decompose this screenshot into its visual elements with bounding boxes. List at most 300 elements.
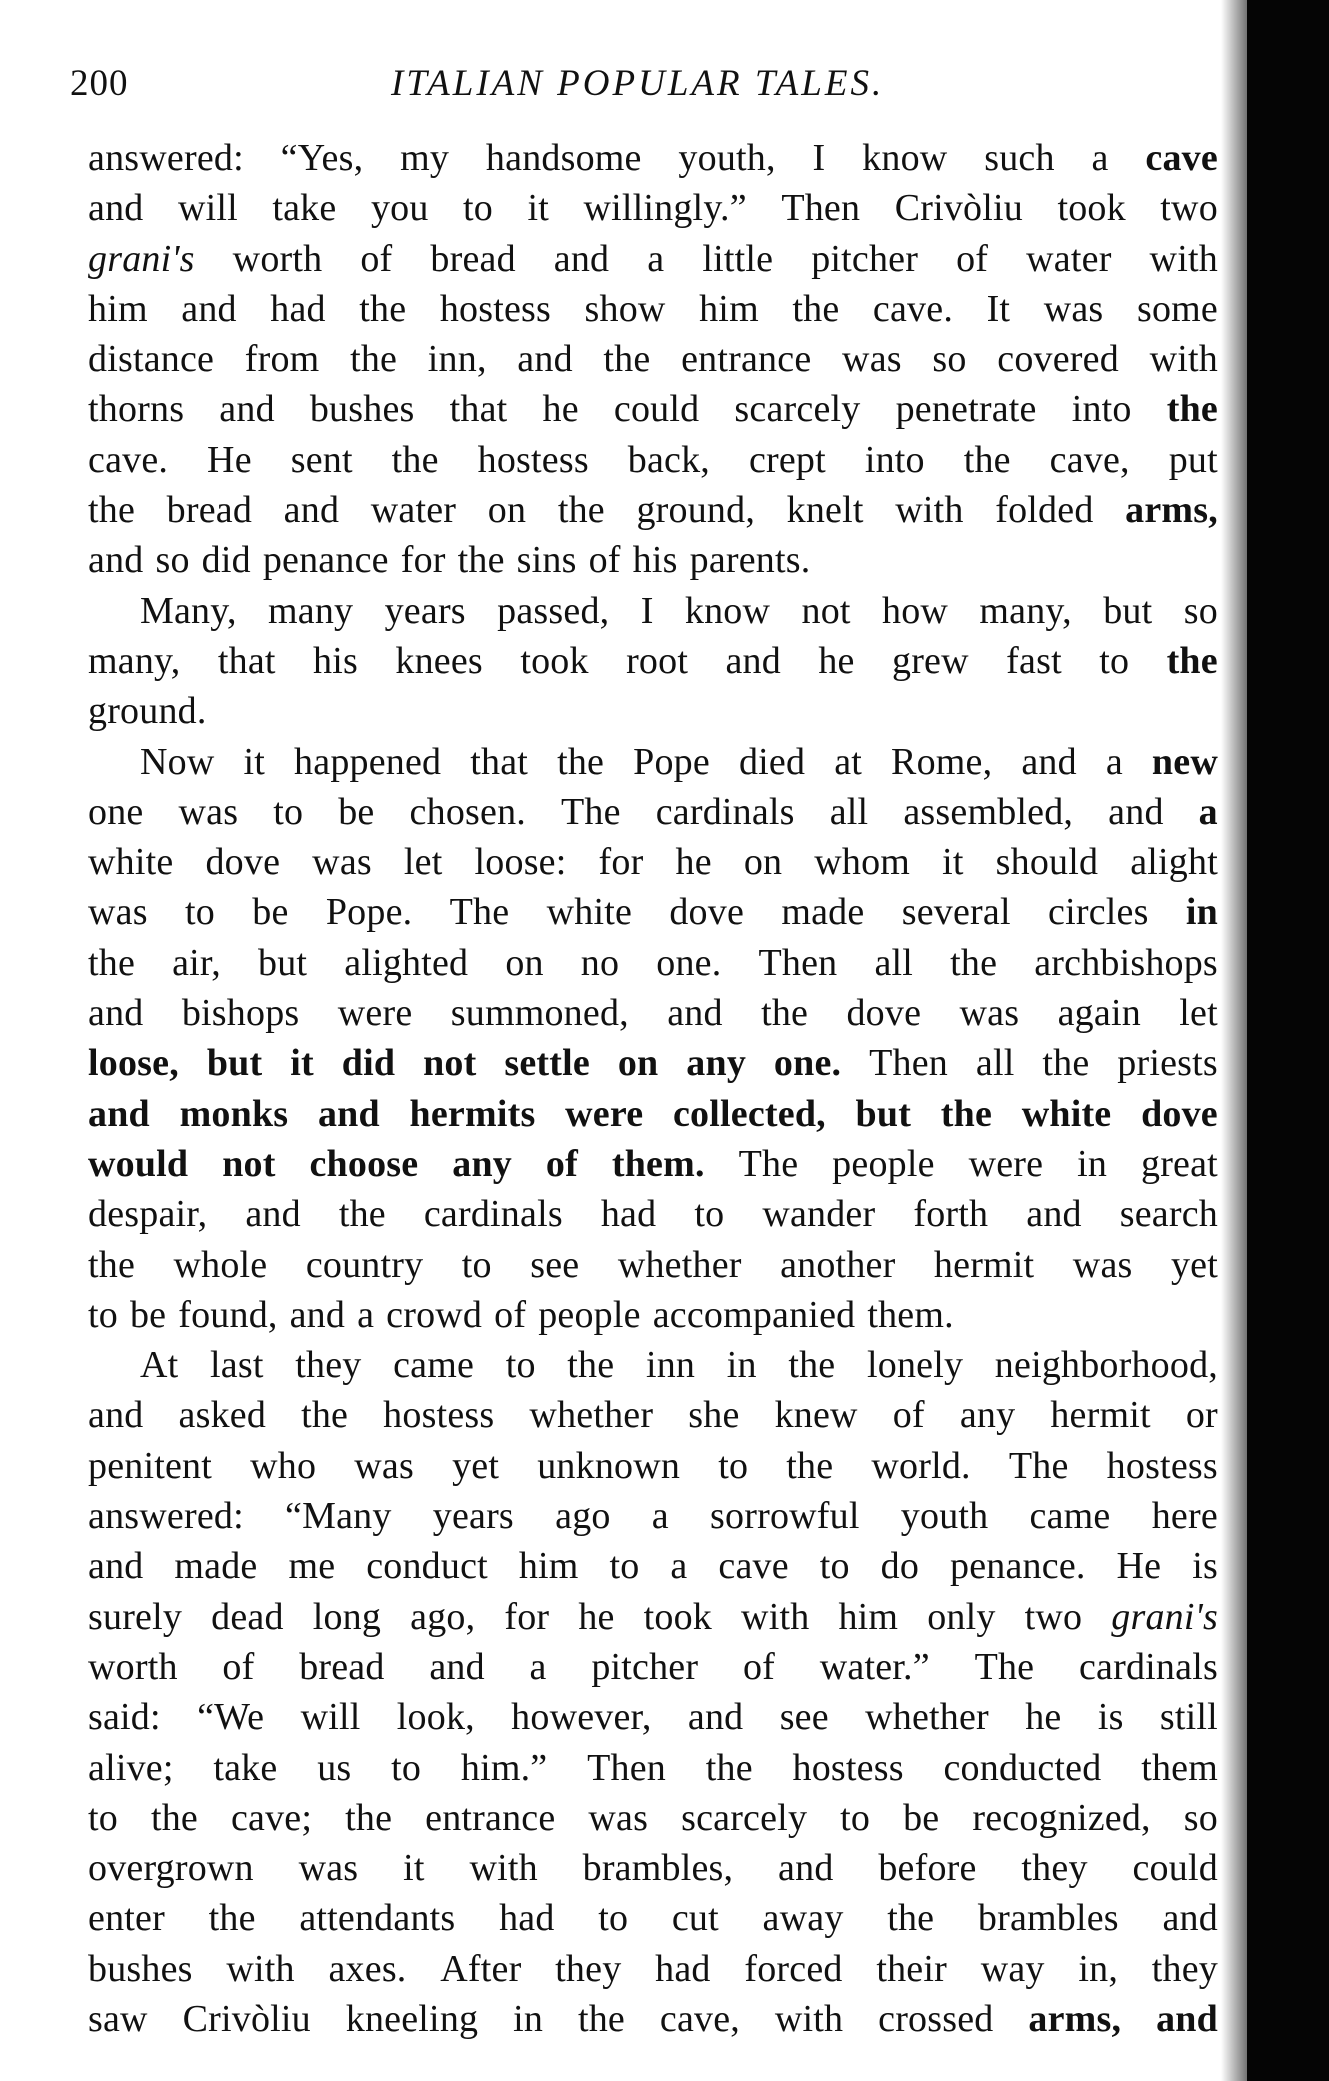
- word: and: [1021, 740, 1077, 783]
- word: on: [505, 941, 544, 984]
- word: found,: [178, 1293, 278, 1336]
- text-line: [88, 988, 1218, 1038]
- text-line: [88, 1793, 1218, 1843]
- word: show: [584, 287, 666, 330]
- word: parents.: [689, 539, 811, 582]
- word: and: [181, 287, 237, 330]
- word: put: [1168, 438, 1218, 481]
- word: another: [780, 1243, 896, 1286]
- word: I: [640, 589, 654, 632]
- word: forth: [913, 1193, 989, 1236]
- word: search: [1119, 1193, 1218, 1236]
- word: him.”: [460, 1746, 548, 1789]
- word: was: [88, 891, 148, 934]
- word: The: [974, 1645, 1035, 1688]
- word: circles: [1048, 891, 1149, 934]
- text-line: [88, 737, 1218, 787]
- word: be: [903, 1796, 940, 1839]
- word: ground.: [88, 690, 207, 733]
- word: “Yes,: [280, 137, 364, 179]
- word: the: [350, 338, 398, 381]
- word: bishops: [181, 992, 300, 1035]
- word: would: [88, 1142, 189, 1185]
- text-line: [88, 334, 1218, 384]
- word: knelt: [786, 489, 864, 532]
- word: years: [432, 1495, 514, 1538]
- text-line: [88, 1340, 1218, 1390]
- word: any: [452, 1142, 512, 1185]
- word: to: [461, 1243, 492, 1286]
- word: again: [1057, 992, 1141, 1035]
- word: whether: [617, 1243, 742, 1286]
- word: for: [504, 1595, 550, 1638]
- word: bread: [430, 237, 516, 280]
- word: in: [513, 1997, 544, 2040]
- word: to: [88, 1293, 118, 1336]
- word: water: [1026, 237, 1112, 280]
- body-text: [88, 133, 1218, 2044]
- word: passed,: [497, 589, 610, 632]
- word: sorrowful: [710, 1495, 860, 1538]
- word: and: [778, 1847, 834, 1890]
- word: sent: [290, 438, 353, 481]
- text-line: [88, 183, 1218, 233]
- word: with: [1149, 338, 1218, 381]
- word: answered:: [88, 1495, 244, 1538]
- word: summoned,: [450, 992, 629, 1035]
- word: that: [449, 388, 508, 431]
- word: the: [1166, 639, 1218, 682]
- word: inn,: [427, 338, 487, 381]
- text-line: [88, 1893, 1218, 1943]
- word: hostess: [383, 1394, 495, 1437]
- text-line: [88, 1592, 1218, 1642]
- word: Then: [869, 1042, 948, 1085]
- word: country: [305, 1243, 424, 1286]
- word: into: [864, 438, 925, 481]
- word: be: [252, 891, 289, 934]
- word: kneeling: [345, 1997, 479, 2040]
- text-line: [88, 284, 1218, 334]
- word: were: [565, 1092, 644, 1135]
- word: penitent: [88, 1444, 213, 1487]
- word: them.: [867, 1293, 954, 1336]
- word: answered:: [88, 137, 244, 179]
- word: of: [588, 539, 621, 582]
- word: cardinals: [423, 1193, 563, 1236]
- word: bread: [166, 489, 253, 532]
- word: he: [1025, 1696, 1062, 1739]
- word: a: [670, 1545, 688, 1588]
- word: recognized,: [972, 1796, 1151, 1839]
- word: had: [270, 287, 326, 330]
- word: cardinals: [1078, 1645, 1218, 1688]
- text-line: [88, 1642, 1218, 1692]
- word: were: [968, 1142, 1044, 1185]
- word: not: [423, 1042, 477, 1085]
- word: be: [129, 1293, 167, 1336]
- word: arms,: [1028, 1997, 1122, 2040]
- word: any: [959, 1394, 1016, 1437]
- word: whether: [529, 1394, 654, 1437]
- word: some: [1136, 287, 1218, 330]
- word: ago,: [410, 1595, 476, 1638]
- text-line: [88, 1692, 1218, 1742]
- word: one: [88, 790, 144, 833]
- word: or: [1185, 1394, 1218, 1437]
- word: to: [463, 187, 493, 230]
- word: people: [538, 1293, 641, 1336]
- word: cave.: [88, 438, 169, 481]
- text-line: [88, 1994, 1218, 2044]
- word: they: [1151, 1947, 1218, 1990]
- word: sins: [516, 539, 577, 582]
- word: had: [600, 1193, 657, 1236]
- word: happened: [294, 740, 442, 783]
- word: grew: [892, 639, 969, 682]
- word: neighborhood,: [994, 1344, 1218, 1387]
- word: dead: [211, 1595, 284, 1638]
- word: After: [440, 1947, 522, 1990]
- word: choose: [309, 1142, 419, 1185]
- word: penance: [262, 539, 389, 582]
- word: was: [312, 841, 372, 884]
- word: It: [986, 287, 1011, 330]
- word: asked: [178, 1394, 267, 1437]
- word: take: [213, 1746, 278, 1789]
- word: so: [932, 338, 967, 381]
- word: cave: [1145, 137, 1218, 179]
- text-line: [88, 1944, 1218, 1994]
- word: He: [207, 438, 252, 481]
- word: whether: [865, 1696, 989, 1739]
- word: it: [942, 841, 964, 884]
- word: saw: [88, 1997, 148, 2040]
- word: knew: [774, 1394, 858, 1437]
- text-line: [88, 1390, 1218, 1440]
- word: hostess: [792, 1746, 904, 1789]
- word: the: [963, 438, 1011, 481]
- text-line: [88, 384, 1218, 434]
- word: The: [1008, 1444, 1069, 1487]
- word: several: [901, 891, 1011, 934]
- text-line: [88, 535, 1218, 585]
- word: white: [1021, 1092, 1112, 1135]
- word: pitcher: [591, 1645, 699, 1688]
- word: hostess: [439, 287, 552, 330]
- word: entrance: [425, 1796, 556, 1839]
- word: away: [762, 1897, 844, 1940]
- word: do: [880, 1545, 920, 1588]
- word: cave.: [872, 287, 954, 330]
- word: he: [675, 841, 712, 884]
- word: the: [761, 992, 809, 1035]
- word: of: [545, 1142, 578, 1185]
- word: lonely: [866, 1344, 964, 1387]
- text-line: [88, 1089, 1218, 1139]
- word: water: [370, 489, 457, 532]
- word: thorns: [88, 388, 185, 431]
- word: take: [272, 187, 337, 230]
- word: with: [1149, 237, 1218, 280]
- word: years: [384, 589, 466, 632]
- word: a: [1091, 137, 1109, 179]
- word: water.”: [819, 1645, 930, 1688]
- word: he: [818, 639, 855, 682]
- word: could: [1132, 1847, 1218, 1890]
- word: root: [626, 639, 689, 682]
- word: not: [222, 1142, 276, 1185]
- word: Many,: [140, 589, 237, 632]
- text-line: [88, 887, 1218, 937]
- word: to: [88, 1796, 118, 1839]
- word: the: [457, 539, 505, 582]
- text-line: [88, 1541, 1218, 1591]
- word: distance: [88, 338, 215, 381]
- word: to: [694, 1193, 725, 1236]
- word: yet: [452, 1444, 500, 1487]
- word: it: [290, 1042, 314, 1085]
- word: the: [88, 1243, 136, 1286]
- word: and: [1026, 1193, 1082, 1236]
- word: not: [801, 589, 851, 632]
- word: “We: [197, 1696, 265, 1739]
- word: and: [1156, 1997, 1218, 2040]
- word: to: [609, 1545, 640, 1588]
- word: was: [354, 1444, 414, 1487]
- word: was: [1072, 1243, 1133, 1286]
- word: know: [862, 137, 948, 179]
- text-line: [88, 1290, 1218, 1340]
- word: a: [647, 237, 665, 280]
- page-number: 200: [70, 63, 129, 104]
- word: enter: [88, 1897, 165, 1940]
- text-line: [88, 133, 1218, 183]
- word: entrance: [681, 338, 812, 381]
- word: I: [812, 137, 826, 179]
- text-line: [88, 1491, 1218, 1541]
- word: in,: [1078, 1947, 1119, 1990]
- word: but: [206, 1042, 263, 1085]
- word: willingly.”: [583, 187, 747, 230]
- word: on: [617, 1042, 659, 1085]
- text-line: [88, 1441, 1218, 1491]
- word: whole: [173, 1243, 268, 1286]
- word: long: [312, 1595, 382, 1638]
- word: and: [88, 187, 144, 230]
- word: last: [210, 1344, 264, 1387]
- word: and: [219, 388, 275, 431]
- word: monks: [179, 1092, 289, 1135]
- word: folded: [995, 489, 1094, 532]
- word: made: [174, 1545, 258, 1588]
- word: to: [819, 1545, 850, 1588]
- word: took: [1057, 187, 1126, 230]
- word: how: [882, 589, 949, 632]
- word: and: [667, 992, 723, 1035]
- word: so: [155, 539, 190, 582]
- word: before: [878, 1847, 977, 1890]
- word: was: [959, 992, 1020, 1035]
- word: all: [829, 790, 869, 833]
- word: ago: [555, 1495, 611, 1538]
- word: attendants: [299, 1897, 456, 1940]
- word: so: [1183, 1796, 1218, 1839]
- word: said:: [88, 1696, 161, 1739]
- text-line: [88, 938, 1218, 988]
- word: crossed: [878, 1997, 994, 2040]
- word: cardinals: [655, 790, 795, 833]
- word: fast: [1006, 639, 1062, 682]
- word: people: [832, 1142, 935, 1185]
- word: alight: [1130, 841, 1218, 884]
- word: them: [1141, 1746, 1218, 1789]
- word: for: [598, 841, 644, 884]
- word: to: [840, 1796, 871, 1839]
- word: two: [1024, 1595, 1083, 1638]
- word: hermits: [409, 1092, 536, 1135]
- word: took: [643, 1595, 712, 1638]
- word: him: [88, 287, 148, 330]
- word: He: [1116, 1545, 1162, 1588]
- word: my: [400, 137, 450, 179]
- word: worth: [88, 1645, 178, 1688]
- word: grani's: [88, 237, 195, 280]
- word: was: [588, 1796, 649, 1839]
- word: little: [702, 237, 774, 280]
- word: with: [774, 1997, 844, 2040]
- word: and: [687, 1696, 744, 1739]
- word: but: [1103, 589, 1153, 632]
- word: crept: [748, 438, 826, 481]
- word: it: [527, 187, 549, 230]
- word: and: [429, 1645, 485, 1688]
- word: the: [557, 740, 605, 783]
- word: she: [688, 1394, 740, 1437]
- word: conduct: [366, 1545, 488, 1588]
- word: knees: [395, 639, 483, 682]
- word: one.: [773, 1042, 842, 1085]
- word: all: [975, 1042, 1015, 1085]
- word: Then: [758, 941, 838, 984]
- word: many,: [979, 589, 1072, 632]
- word: and: [317, 1092, 380, 1135]
- word: hermit: [1050, 1394, 1151, 1437]
- text-line: [88, 1843, 1218, 1893]
- word: the: [359, 287, 407, 330]
- text-line: [88, 435, 1218, 485]
- word: chosen.: [409, 790, 526, 833]
- word: the: [786, 1444, 834, 1487]
- word: loose:: [474, 841, 567, 884]
- word: to: [505, 1344, 536, 1387]
- word: his: [313, 639, 358, 682]
- word: pitcher: [811, 237, 919, 280]
- word: and: [1162, 1897, 1218, 1940]
- word: here: [1151, 1495, 1218, 1538]
- word: that: [217, 639, 276, 682]
- page-edge-shadow: [1247, 0, 1329, 2081]
- word: and: [1108, 790, 1164, 833]
- word: Crivòliu: [894, 187, 1023, 230]
- word: the: [88, 941, 136, 984]
- word: the: [338, 1193, 386, 1236]
- word: Crivòliu: [182, 1997, 311, 2040]
- word: one.: [656, 941, 722, 984]
- word: surely: [88, 1595, 183, 1638]
- word: of: [360, 237, 393, 280]
- word: the: [1166, 388, 1218, 431]
- word: came: [393, 1344, 475, 1387]
- word: with: [895, 489, 964, 532]
- word: us: [317, 1746, 352, 1789]
- word: was: [842, 338, 902, 381]
- word: scarcely: [734, 388, 861, 431]
- word: the: [1042, 1042, 1090, 1085]
- word: could: [613, 388, 700, 431]
- word: axes.: [328, 1947, 407, 1990]
- word: handsome: [485, 137, 642, 179]
- word: him: [518, 1545, 579, 1588]
- word: they: [1021, 1847, 1088, 1890]
- word: youth: [900, 1495, 989, 1538]
- word: hostess: [1106, 1444, 1218, 1487]
- word: hostess: [477, 438, 589, 481]
- word: Then: [781, 187, 861, 230]
- word: at: [834, 740, 863, 783]
- text-line: [88, 1189, 1218, 1239]
- word: Now: [140, 740, 215, 783]
- word: to: [1099, 639, 1130, 682]
- text-line: [88, 1038, 1218, 1088]
- word: was: [178, 790, 239, 833]
- word: and: [88, 1545, 144, 1588]
- word: Pope: [633, 740, 710, 783]
- word: should: [995, 841, 1099, 884]
- word: let: [1179, 992, 1218, 1035]
- word: in: [1185, 891, 1218, 934]
- text-line: [88, 586, 1218, 636]
- word: and: [553, 237, 610, 280]
- word: bread: [299, 1645, 385, 1688]
- word: the: [887, 1897, 935, 1940]
- word: Rome,: [891, 740, 993, 783]
- word: his: [632, 539, 678, 582]
- word: to: [273, 790, 304, 833]
- word: the: [940, 1092, 993, 1135]
- word: was: [298, 1847, 359, 1890]
- word: into: [1071, 388, 1132, 431]
- word: many,: [88, 639, 181, 682]
- word: collected,: [672, 1092, 826, 1135]
- word: unknown: [537, 1444, 681, 1487]
- word: me: [288, 1545, 336, 1588]
- word: to: [185, 891, 215, 934]
- word: on: [743, 841, 783, 884]
- word: to: [718, 1444, 749, 1487]
- word: yet: [1170, 1243, 1218, 1286]
- word: had: [499, 1897, 555, 1940]
- word: dove: [205, 841, 281, 884]
- text-line: [88, 485, 1218, 535]
- text-line: [88, 636, 1218, 686]
- word: a: [1105, 740, 1123, 783]
- word: ground,: [636, 489, 756, 532]
- word: is: [1192, 1545, 1218, 1588]
- word: it: [403, 1847, 425, 1890]
- word: scarcely: [681, 1796, 808, 1839]
- word: archbishops: [1034, 941, 1218, 984]
